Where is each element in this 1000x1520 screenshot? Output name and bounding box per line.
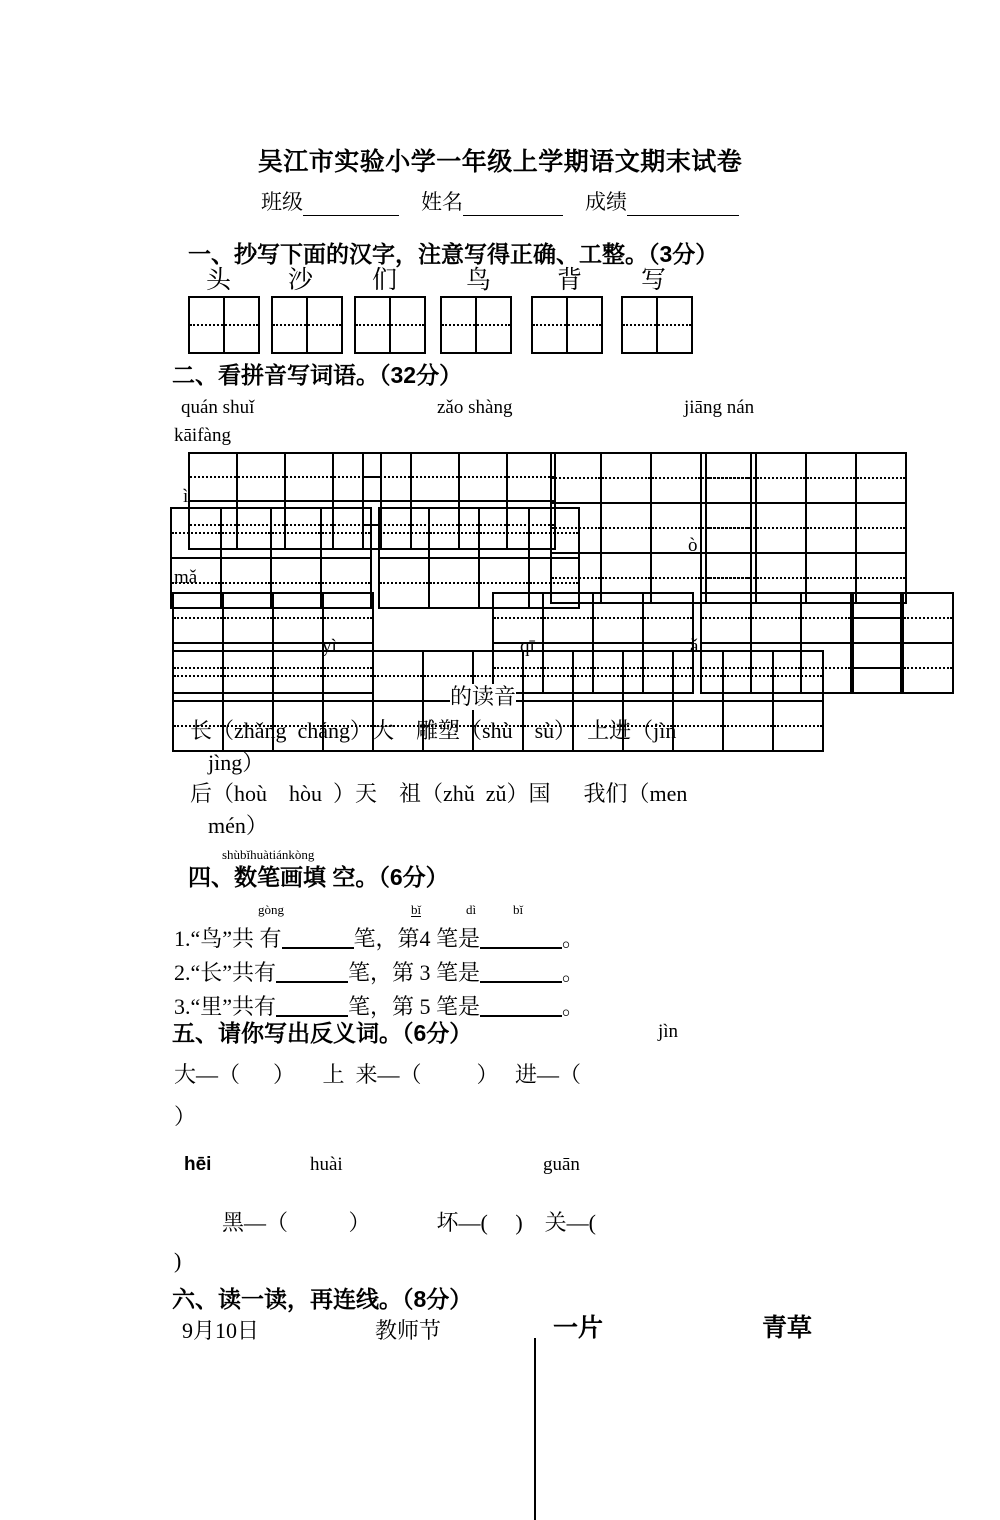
- page-title: 吴江市实验小学一年级上学期语文期末试卷: [257, 148, 743, 176]
- stroke-item-3-blank-a[interactable]: [276, 1015, 348, 1017]
- stroke-item-1-pre: “鸟”共 有: [190, 926, 282, 951]
- stroke-item-1: [174, 928, 584, 950]
- section-4-ruby: shùbǐhuàtiánkòng: [222, 847, 315, 862]
- stroke-item-2-blank-b[interactable]: [480, 981, 562, 983]
- ruby-bi-2: bǐ: [513, 902, 524, 917]
- stroke-item-1-num: 1.: [174, 926, 191, 951]
- copy-grid-box-1[interactable]: [188, 296, 260, 354]
- stroke-item-2-num: 2.: [174, 960, 191, 985]
- antonym-row-1-wrap: ）: [174, 1104, 197, 1129]
- score-label: 成绩: [585, 190, 627, 214]
- stroke-item-1-end: 。: [562, 926, 585, 951]
- pinyin-zao-shang: zǎo shàng: [437, 397, 513, 418]
- name-blank[interactable]: [463, 215, 563, 216]
- stray-pinyin-jin: jìn: [658, 1021, 679, 1042]
- copy-char-4: 鸟: [466, 267, 492, 294]
- stray-pinyin-o: ò: [688, 535, 698, 556]
- copy-grid-box-2[interactable]: [271, 296, 343, 354]
- name-label: 姓名: [421, 190, 463, 214]
- ruby-bi: bǐ: [411, 902, 422, 917]
- match-left-item-1[interactable]: 9月10日: [182, 1318, 260, 1343]
- stray-pinyin-qi: qī: [520, 636, 535, 657]
- copy-grid-box-3[interactable]: [354, 296, 426, 354]
- pinyin-kaifang: kāifàng: [174, 425, 231, 446]
- stroke-item-2-pre: “长”共有: [190, 960, 277, 985]
- stroke-item-3-pre: “里”共有: [190, 994, 277, 1019]
- pinyin-guan: guān: [543, 1154, 580, 1175]
- stroke-item-2-end: 。: [562, 960, 585, 985]
- section-3-overlap-text: 的读音: [450, 684, 517, 709]
- section-2-heading: 二、看拼音写词语。（32分）: [172, 362, 463, 388]
- stroke-item-2: [174, 962, 584, 984]
- section-5-heading: 五、请你写出反义词。（6分）: [172, 1020, 473, 1046]
- student-info-line: [0, 186, 1000, 216]
- section-6-heading: 六、读一读，再连线。（8分）: [172, 1286, 473, 1312]
- stroke-item-2-mid: 笔，第 3 笔是: [348, 960, 481, 985]
- stray-pinyin-ma: mǎ: [174, 567, 198, 588]
- section-3-line-2-wrap: mén）: [208, 813, 268, 838]
- section-3-line-1-wrap: jìng）: [208, 750, 265, 775]
- stroke-item-1-blank-a[interactable]: [282, 947, 354, 949]
- stroke-item-3: [174, 996, 584, 1018]
- copy-char-1: 头: [206, 267, 232, 294]
- section-4-heading: 四、数笔画填 空。（6分）: [188, 864, 449, 890]
- pinyin-huai: huài: [310, 1154, 343, 1175]
- match-column-divider: [534, 1338, 536, 1520]
- pinyin-jiang-nan: jiāng nán: [684, 397, 755, 418]
- section-3-line-2: 后（hoù hòu ）天 祖（zhǔ zǔ）国 我们（men: [190, 781, 688, 806]
- stroke-item-1-blank-b[interactable]: [480, 947, 562, 949]
- score-blank[interactable]: [627, 215, 739, 216]
- stroke-item-3-end: 。: [562, 994, 585, 1019]
- class-label: 班级: [261, 190, 303, 214]
- class-blank[interactable]: [303, 215, 399, 216]
- match-left-item-2[interactable]: 教师节: [375, 1318, 442, 1343]
- stroke-item-3-mid: 笔，第 5 笔是: [348, 994, 481, 1019]
- copy-char-5: 背: [557, 267, 583, 294]
- stray-pinyin-yi: yì: [322, 636, 337, 657]
- antonym-row-1[interactable]: 大—（ ） 上 来—（ ） 进—（: [174, 1062, 582, 1087]
- pinyin-quan-shui: quán shuǐ: [181, 397, 255, 418]
- match-right-item-1[interactable]: 一片: [553, 1314, 604, 1342]
- stroke-item-2-blank-a[interactable]: [276, 981, 348, 983]
- antonym-row-2-wrap: ): [174, 1248, 182, 1273]
- copy-grid-box-4[interactable]: [440, 296, 512, 354]
- section-3-line-1: 长（zhǎng cháng）大 雕塑（shù sù） 上进（jìn: [190, 718, 677, 743]
- stray-pinyin-a: ǎ: [690, 636, 699, 657]
- stroke-item-3-num: 3.: [174, 994, 191, 1019]
- ruby-gong: gòng: [258, 902, 284, 917]
- copy-char-3: 们: [372, 267, 398, 294]
- section-1-heading: 一、抄写下面的汉字，注意写得正确、工整。（3分）: [188, 241, 719, 267]
- pinyin-hei: hēi: [184, 1154, 212, 1175]
- match-right-item-2[interactable]: 青草: [762, 1314, 813, 1342]
- copy-char-6: 写: [641, 267, 667, 294]
- copy-grid-box-6[interactable]: [621, 296, 693, 354]
- stray-pinyin-i: ì: [183, 486, 189, 507]
- copy-char-2: 沙: [288, 267, 314, 294]
- ruby-di: dì: [466, 902, 477, 917]
- stroke-item-1-mid: 笔，第4 笔是: [353, 926, 481, 951]
- stroke-item-3-blank-b[interactable]: [480, 1015, 562, 1017]
- copy-grid-box-5[interactable]: [531, 296, 603, 354]
- antonym-row-2[interactable]: 黑—（ ） 坏—( ) 关—(: [222, 1210, 596, 1235]
